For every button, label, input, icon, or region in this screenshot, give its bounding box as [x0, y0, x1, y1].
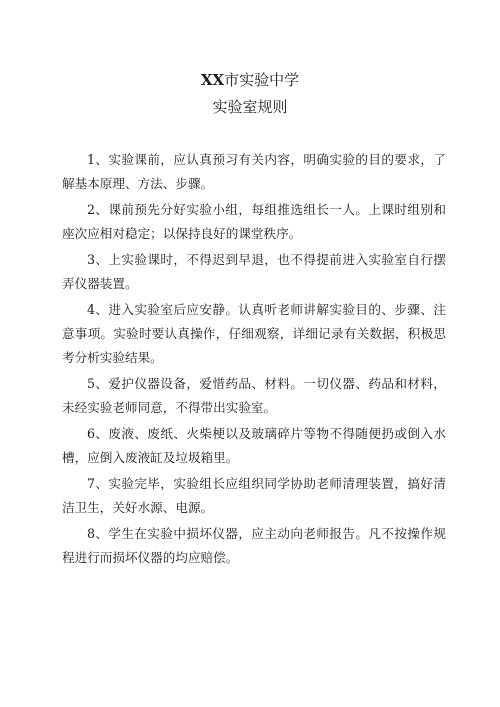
rule-item-3: 3、上实验课时，不得迟到早退，也不得提前进入实验室自行摆弄仪器装置。 [62, 252, 446, 291]
rule-item-2: 2、课前预先分好实验小组，每组推选组长一人。上课时组别和座次应相对稳定；以保持良好的课堂秩序。 [62, 202, 446, 241]
rule-item-8: 8、学生在实验中损坏仪器，应主动向老师报告。凡不按操作规程进行而损坏仪器的均应赔偿。 [62, 526, 446, 565]
school-name [0, 70, 500, 90]
rule-item-5: 5、爱护仪器设备，爱惜药品、材料。一切仪器、药品和材料，未经实验老师同意，不得带出实验室。 [62, 376, 446, 415]
rule-item-6: 6、废液、废纸、火柴梗以及玻璃碎片等物不得随便扔或倒入水槽，应倒入废液缸及垃圾箱里。 [62, 426, 446, 465]
school-name-suffix: 市实验中学 [224, 71, 300, 89]
document-title: 实验室规则 [212, 98, 288, 116]
rule-item-1: 1、实验课前，应认真预习有关内容，明确实验的目的要求，了解基本原理、方法、步骤。 [62, 152, 446, 191]
rules-list [62, 148, 446, 572]
rule-item-4: 4、进入实验室后应安静。认真听老师讲解实验目的、步骤、注意事项。实验时要认真操作，仔细观察，详细记录有关数据，积极思考分析实验结果。 [62, 302, 446, 365]
rule-item-7: 7、实验完毕，实验组长应组织同学协助老师清理装置，搞好清洁卫生，关好水源、电源。 [62, 476, 446, 515]
school-name-prefix: XX [200, 71, 225, 89]
